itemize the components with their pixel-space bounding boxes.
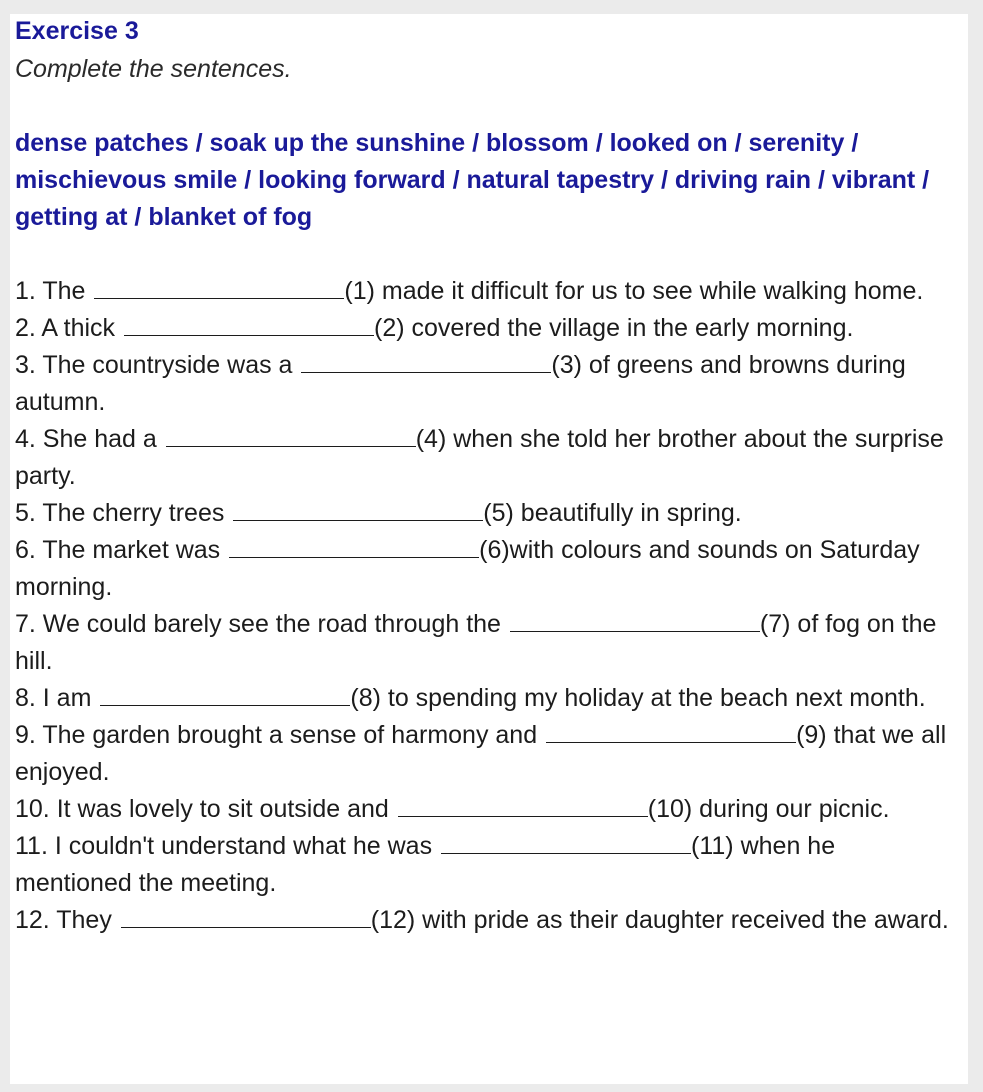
sentence-item-12 (15, 902, 950, 939)
sentence-text: 4. She had a (15, 425, 164, 453)
sentence-text: 7. We could barely see the road through the (15, 610, 508, 638)
sentence-item-5 (15, 495, 950, 532)
sentence-text: 12. They (15, 906, 119, 934)
sentence-text: 11. I couldn't understand what he was (15, 832, 440, 860)
sentence-text: 3. The countryside was a (15, 351, 300, 379)
worksheet-page (10, 14, 968, 1084)
sentence-text: (6)with colours and sounds on Saturday morning. (15, 536, 920, 601)
sentence-text: (11) when he mentioned the meeting. (15, 832, 836, 897)
sentence-text: 1. The (15, 277, 93, 305)
exercise-title: Exercise 3 (15, 17, 139, 45)
answer-blank-12[interactable] (121, 903, 371, 928)
sentence-item-3 (15, 347, 950, 421)
sentence-item-9 (15, 717, 950, 791)
sentence-text: (5) beautifully in spring. (483, 499, 742, 527)
answer-blank-8[interactable] (100, 681, 350, 706)
exercise-content (15, 14, 965, 939)
answer-blank-7[interactable] (510, 607, 760, 632)
sentence-text: 8. I am (15, 684, 99, 712)
spacer (15, 88, 965, 125)
answer-blank-5[interactable] (233, 496, 483, 521)
sentence-text: (2) covered the village in the early morning. (374, 314, 854, 342)
answer-blank-1[interactable] (94, 274, 344, 299)
answer-blank-6[interactable] (229, 533, 479, 558)
sentence-item-11 (15, 828, 950, 902)
sentence-item-1 (15, 273, 950, 310)
sentence-list (15, 273, 965, 939)
answer-blank-9[interactable] (546, 718, 796, 743)
exercise-instruction: Complete the sentences. (15, 55, 292, 83)
sentence-text: (12) with pride as their daughter received the award. (370, 906, 949, 934)
sentence-text: 5. The cherry trees (15, 499, 232, 527)
sentence-text: (3) of greens and browns during autumn. (15, 351, 906, 416)
answer-blank-3[interactable] (301, 348, 551, 373)
sentence-text: 2. A thick (15, 314, 123, 342)
sentence-text: (10) during our picnic. (647, 795, 890, 823)
answer-blank-11[interactable] (441, 829, 691, 854)
sentence-text: 6. The market was (15, 536, 228, 564)
sentence-text: (4) when she told her brother about the surprise party. (15, 425, 944, 490)
sentence-item-7 (15, 606, 950, 680)
word-bank: dense patches / soak up the sunshine / blossom / looked on / serenity / mischievous smile / looking forward / natural tapestry / driving rain / vibrant / getting at / blanket of fog (15, 129, 930, 231)
sentence-item-8 (15, 680, 950, 717)
sentence-item-4 (15, 421, 950, 495)
answer-blank-10[interactable] (398, 792, 648, 817)
answer-blank-4[interactable] (166, 422, 416, 447)
spacer (15, 236, 965, 273)
sentence-item-2 (15, 310, 950, 347)
sentence-text: (7) of fog on the hill. (15, 610, 937, 675)
sentence-text: (8) to spending my holiday at the beach next month. (350, 684, 926, 712)
sentence-item-6 (15, 532, 950, 606)
sentence-text: (9) that we all enjoyed. (15, 721, 947, 786)
sentence-text: 9. The garden brought a sense of harmony and (15, 721, 545, 749)
sentence-item-10 (15, 791, 950, 828)
answer-blank-2[interactable] (124, 311, 374, 336)
sentence-text: 10. It was lovely to sit outside and (15, 795, 396, 823)
sentence-text: (1) made it difficult for us to see while walking home. (344, 277, 924, 305)
